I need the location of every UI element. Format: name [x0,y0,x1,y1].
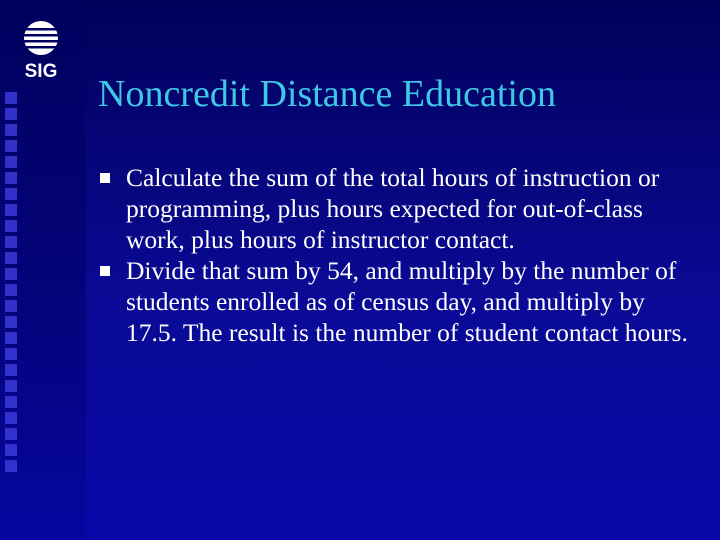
logo-text: SIG [24,61,58,81]
decorative-square [5,412,17,424]
bullet-list [98,162,698,348]
decorative-square [5,316,17,328]
decorative-square [5,188,17,200]
sig-logo [19,19,63,81]
bullet-item [98,162,698,255]
decorative-square [5,204,17,216]
decorative-square [5,348,17,360]
decorative-square [5,252,17,264]
decorative-square [5,108,17,120]
decorative-square [5,236,17,248]
decorative-square [5,284,17,296]
bullet-item [98,255,698,348]
bullet-text: Calculate the sum of the total hours of instruction or programming, plus hours expected for out-of-class work, plus hours of instructor contact. [126,163,660,254]
decorative-square [5,140,17,152]
square-bullet-icon [100,266,110,276]
slide-title: Noncredit Distance Education [98,73,556,115]
decorative-square [5,268,17,280]
left-sidebar [0,0,86,540]
decorative-square [5,364,17,376]
decorative-square-column [5,92,19,472]
decorative-square [5,396,17,408]
decorative-square [5,300,17,312]
sig-globe-logo-icon [22,21,60,55]
decorative-square [5,332,17,344]
decorative-square [5,92,17,104]
decorative-square [5,460,17,472]
decorative-square [5,380,17,392]
decorative-square [5,124,17,136]
decorative-square [5,220,17,232]
bullet-text: Divide that sum by 54, and multiply by the number of students enrolled as of census day, and multiply by 17.5. The result is the number of student contact hours. [126,256,688,347]
decorative-square [5,428,17,440]
square-bullet-icon [100,173,110,183]
decorative-square [5,444,17,456]
decorative-square [5,172,17,184]
decorative-square [5,156,17,168]
